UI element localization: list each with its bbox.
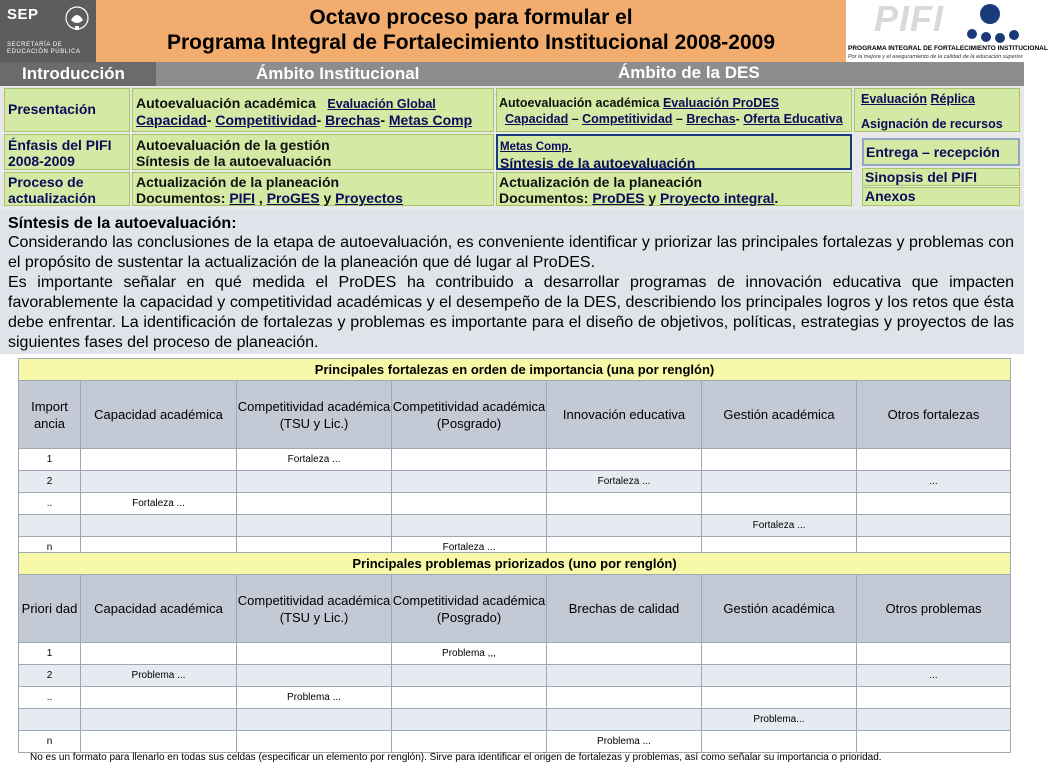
fortalezas-header-row <box>19 381 1011 449</box>
inst-documentos-label: Documentos: <box>136 190 226 206</box>
presentacion-link[interactable] <box>4 88 130 132</box>
pifi-subtitle: PROGRAMA INTEGRAL DE FORTALECIMIENTO INSTITUCIONAL <box>848 45 1048 52</box>
table-cell[interactable] <box>392 665 547 687</box>
enfasis-link[interactable] <box>4 134 130 170</box>
table-cell[interactable] <box>857 687 1011 709</box>
table-cell[interactable] <box>392 515 547 537</box>
table-cell[interactable] <box>702 471 857 493</box>
problemas-caption: Principales problemas priorizados (uno por renglón) <box>19 553 1011 575</box>
pifi-dots-icon <box>964 2 1022 44</box>
des-autoeval-cell: Autoevaluación académica Evaluación ProDES Capacidad – Competitividad – Brechas- Oferta Educativa <box>496 88 852 132</box>
inst-y-label: y <box>323 190 332 206</box>
fortalezas-table <box>18 358 1011 559</box>
inst-actualizacion-link[interactable]: Actualización de la planeación <box>136 174 340 190</box>
table-cell[interactable] <box>857 515 1011 537</box>
inst-autoeval-gestion-link[interactable]: Autoevaluación de la gestión <box>136 137 330 153</box>
inst-proges-link[interactable]: ProGES <box>266 190 320 206</box>
table-row <box>19 515 1011 537</box>
des-actualizacion-link[interactable]: Actualización de la planeación <box>499 174 703 190</box>
problemas-header-row <box>19 575 1011 643</box>
inst-brechas-link[interactable]: Brechas <box>325 112 381 128</box>
fortalezas-header-cell: Competitividad académica (Posgrado) <box>392 381 547 449</box>
ambito-des-label: Ámbito de la DES <box>618 63 760 82</box>
des-metas-link[interactable]: Metas Comp. <box>500 141 572 153</box>
proceso-link[interactable] <box>4 172 130 206</box>
title-line-2: Programa Integral de Fortalecimiento Institucional 2008-2009 <box>166 31 776 54</box>
table-row <box>19 687 1011 709</box>
table-row <box>19 449 1011 471</box>
table-row <box>19 731 1011 753</box>
table-cell[interactable] <box>392 731 547 753</box>
table-cell[interactable]: Problema ... <box>237 687 392 709</box>
des-sintesis-cell <box>496 134 852 170</box>
problemas-header-cell: Otros problemas <box>857 575 1011 643</box>
fortalezas-header-cell: Otros fortalezas <box>857 381 1011 449</box>
table-cell[interactable] <box>237 471 392 493</box>
table-cell[interactable] <box>857 493 1011 515</box>
table-cell[interactable]: Fortaleza ... <box>392 537 547 559</box>
table-row <box>19 709 1011 731</box>
page-title <box>96 0 846 62</box>
table-cell[interactable] <box>237 643 392 665</box>
table-cell[interactable]: 1 <box>19 643 81 665</box>
table-cell[interactable]: n <box>19 731 81 753</box>
table-cell[interactable] <box>547 687 702 709</box>
sep-subtitle: SECRETARÍA DE EDUCACIÓN PÚBLICA <box>7 42 81 55</box>
des-capacidad-link[interactable]: Capacidad <box>505 112 569 126</box>
inst-eval-global-link[interactable]: Evaluación Global <box>327 97 436 111</box>
inst-actualizacion-cell: Actualización de la planeación Documentos: PIFI , ProGES y Proyectos <box>132 172 494 206</box>
presentacion-label: Presentación <box>8 101 96 117</box>
table-cell[interactable] <box>392 493 547 515</box>
entrega-link[interactable] <box>862 138 1020 166</box>
evaluacion-cell <box>854 88 1020 132</box>
inst-pifi-link[interactable]: PIFI <box>229 190 256 206</box>
table-row <box>19 471 1011 493</box>
sep-logo <box>0 0 96 62</box>
table-row <box>19 493 1011 515</box>
table-cell[interactable] <box>857 731 1011 753</box>
table-cell[interactable] <box>81 449 237 471</box>
table-cell[interactable] <box>857 643 1011 665</box>
table-cell[interactable]: .. <box>19 493 81 515</box>
table-cell[interactable]: Fortaleza ... <box>237 449 392 471</box>
table-cell[interactable] <box>237 665 392 687</box>
proceso-label: Proceso de actualización <box>8 174 96 206</box>
table-cell[interactable]: .. <box>19 687 81 709</box>
table-cell[interactable]: Fortaleza ... <box>702 515 857 537</box>
anexos-label: Anexos <box>865 188 916 204</box>
inst-competitividad-link[interactable]: Competitividad <box>215 112 317 128</box>
table-cell[interactable]: 2 <box>19 471 81 493</box>
des-oferta-link[interactable]: Oferta Educativa <box>743 112 843 126</box>
inst-autoeval-cell: Autoevaluación académica Evaluación Global Capacidad- Competitividad- Brechas- Metas Comp <box>132 88 494 132</box>
pifi-logo <box>846 0 1048 62</box>
table-cell[interactable] <box>702 665 857 687</box>
table-cell[interactable] <box>237 515 392 537</box>
fortalezas-header-cell: Competitividad académica (TSU y Lic.) <box>237 381 392 449</box>
synthesis-heading: Síntesis de la autoevaluación: <box>8 215 237 232</box>
table-cell[interactable] <box>81 709 237 731</box>
des-documentos-label: Documentos: <box>499 190 589 206</box>
navigation-grid <box>0 86 1024 210</box>
table-cell[interactable] <box>392 687 547 709</box>
entrega-label: Entrega – recepción <box>866 144 1000 160</box>
title-line-1: Octavo proceso para formular el <box>309 6 633 29</box>
fortalezas-header-cell: Capacidad académica <box>81 381 237 449</box>
table-row <box>19 665 1011 687</box>
pifi-tagline: Por la mejora y el aseguramiento de la calidad de la educación superior <box>848 54 1023 60</box>
table-cell[interactable]: ... <box>857 665 1011 687</box>
footnote: No es un formato para llenarlo en todas sus celdas (especificar un elemento por renglón). Sirve para identificar el origen de fortalezas y problemas, así como señalar su importancia o prioridad. <box>30 752 882 763</box>
sinopsis-label: Sinopsis del PIFI <box>865 169 978 185</box>
synthesis-paragraph-1: Considerando las conclusiones de la etapa de autoevaluación, es conveniente identificar y priorizar las principales fortalezas y problemas con el propósito de sustentar la actualización de la planeación que dé lugar al ProDES. <box>8 234 1014 271</box>
table-cell[interactable] <box>81 515 237 537</box>
table-cell[interactable] <box>237 493 392 515</box>
table-cell[interactable] <box>547 665 702 687</box>
table-cell[interactable]: Problema ... <box>81 665 237 687</box>
table-cell[interactable] <box>81 643 237 665</box>
fortalezas-header-cell: Import ancia <box>19 381 81 449</box>
pifi-logo-text: PIFI <box>874 0 945 39</box>
table-cell[interactable]: n <box>19 537 81 559</box>
table-cell[interactable] <box>81 687 237 709</box>
table-cell[interactable] <box>237 731 392 753</box>
fortalezas-header-cell: Innovación educativa <box>547 381 702 449</box>
inst-capacidad-link[interactable]: Capacidad <box>136 112 207 128</box>
table-cell[interactable]: 2 <box>19 665 81 687</box>
table-cell[interactable] <box>702 449 857 471</box>
table-cell[interactable] <box>81 731 237 753</box>
table-cell[interactable] <box>857 449 1011 471</box>
des-sintesis-link[interactable]: Síntesis de la autoevaluación <box>500 155 696 171</box>
intro-link[interactable]: Introducción <box>0 62 156 86</box>
sep-logo-text: SEP <box>7 6 39 23</box>
table-cell[interactable]: ... <box>857 471 1011 493</box>
table-cell[interactable]: Fortaleza ... <box>81 493 237 515</box>
table-cell[interactable]: 1 <box>19 449 81 471</box>
table-cell[interactable] <box>237 709 392 731</box>
anexos-link[interactable] <box>862 187 1020 206</box>
ambito-institucional-label: Ámbito Institucional <box>256 64 420 83</box>
problemas-header-cell: Competitividad académica (Posgrado) <box>392 575 547 643</box>
evaluacion-link[interactable]: Evaluación <box>861 92 927 106</box>
des-autoeval-link[interactable]: Autoevaluación académica <box>499 96 660 110</box>
table-cell[interactable] <box>702 643 857 665</box>
sinopsis-link[interactable] <box>862 168 1020 186</box>
enfasis-label: Énfasis del PIFI 2008-2009 <box>8 137 112 169</box>
table-row <box>19 643 1011 665</box>
des-brechas-link[interactable]: Brechas <box>686 112 736 126</box>
table-cell[interactable] <box>547 493 702 515</box>
synthesis-paragraph-2: Es importante señalar en qué medida el ProDES ha contribuido a desarrollar programas de innovación educativa que impacten favorablemente la capacidad y competitividad académicas y el desempeño de la DES, describiendo los principales logros y los retos que ésta debe enfrentar. La identificación de fortalezas y problemas es importante para el diseño de objetivos, políticas, estrategias y proyectos de las siguientes fases del proceso de planeación. <box>8 274 1014 351</box>
table-cell[interactable] <box>702 731 857 753</box>
table-cell[interactable]: Problema ... <box>547 731 702 753</box>
table-cell[interactable] <box>19 515 81 537</box>
des-actualizacion-cell: Actualización de la planeación Documentos: ProDES y Proyecto integral. <box>496 172 852 206</box>
asignacion-link[interactable]: Asignación de recursos <box>861 117 1003 131</box>
table-cell[interactable] <box>392 449 547 471</box>
inst-sintesis-link[interactable]: Síntesis de la autoevaluación <box>136 153 332 169</box>
table-cell[interactable] <box>392 709 547 731</box>
problemas-header-cell: Capacidad académica <box>81 575 237 643</box>
table-cell[interactable] <box>81 471 237 493</box>
problemas-header-cell: Priori dad <box>19 575 81 643</box>
des-proyecto-integral-link[interactable]: Proyecto integral <box>660 190 775 206</box>
problemas-header-cell: Brechas de calidad <box>547 575 702 643</box>
table-cell[interactable] <box>547 709 702 731</box>
table-cell[interactable] <box>547 449 702 471</box>
des-competitividad-link[interactable]: Competitividad <box>582 112 673 126</box>
replica-link[interactable]: Réplica <box>930 92 975 106</box>
inst-metas-link[interactable]: Metas Comp <box>388 112 473 128</box>
fortalezas-caption: Principales fortalezas en orden de importancia (una por renglón) <box>19 359 1011 381</box>
table-cell[interactable]: Fortaleza ... <box>547 471 702 493</box>
table-cell[interactable] <box>547 643 702 665</box>
table-cell[interactable] <box>19 709 81 731</box>
problemas-header-cell: Gestión académica <box>702 575 857 643</box>
problemas-header-cell: Competitividad académica (TSU y Lic.) <box>237 575 392 643</box>
coat-of-arms-icon <box>64 4 90 34</box>
inst-proyectos-link[interactable]: Proyectos <box>335 190 403 206</box>
inst-autoeval-link[interactable]: Autoevaluación académica <box>136 95 316 111</box>
problemas-table <box>18 552 1011 753</box>
inst-gestion-cell <box>132 134 494 170</box>
des-eval-prodes-link[interactable]: Evaluación ProDES <box>662 96 779 110</box>
table-cell[interactable] <box>702 687 857 709</box>
des-prodes-link[interactable]: ProDES <box>592 190 645 206</box>
table-cell[interactable] <box>702 493 857 515</box>
table-cell[interactable] <box>857 709 1011 731</box>
fortalezas-header-cell: Gestión académica <box>702 381 857 449</box>
table-cell[interactable] <box>392 471 547 493</box>
table-cell[interactable] <box>547 515 702 537</box>
table-cell[interactable]: Problema... <box>702 709 857 731</box>
table-cell[interactable]: Problema ,,, <box>392 643 547 665</box>
synthesis-section <box>0 210 1024 354</box>
des-y-label: y <box>648 190 657 206</box>
section-band <box>0 62 1024 86</box>
